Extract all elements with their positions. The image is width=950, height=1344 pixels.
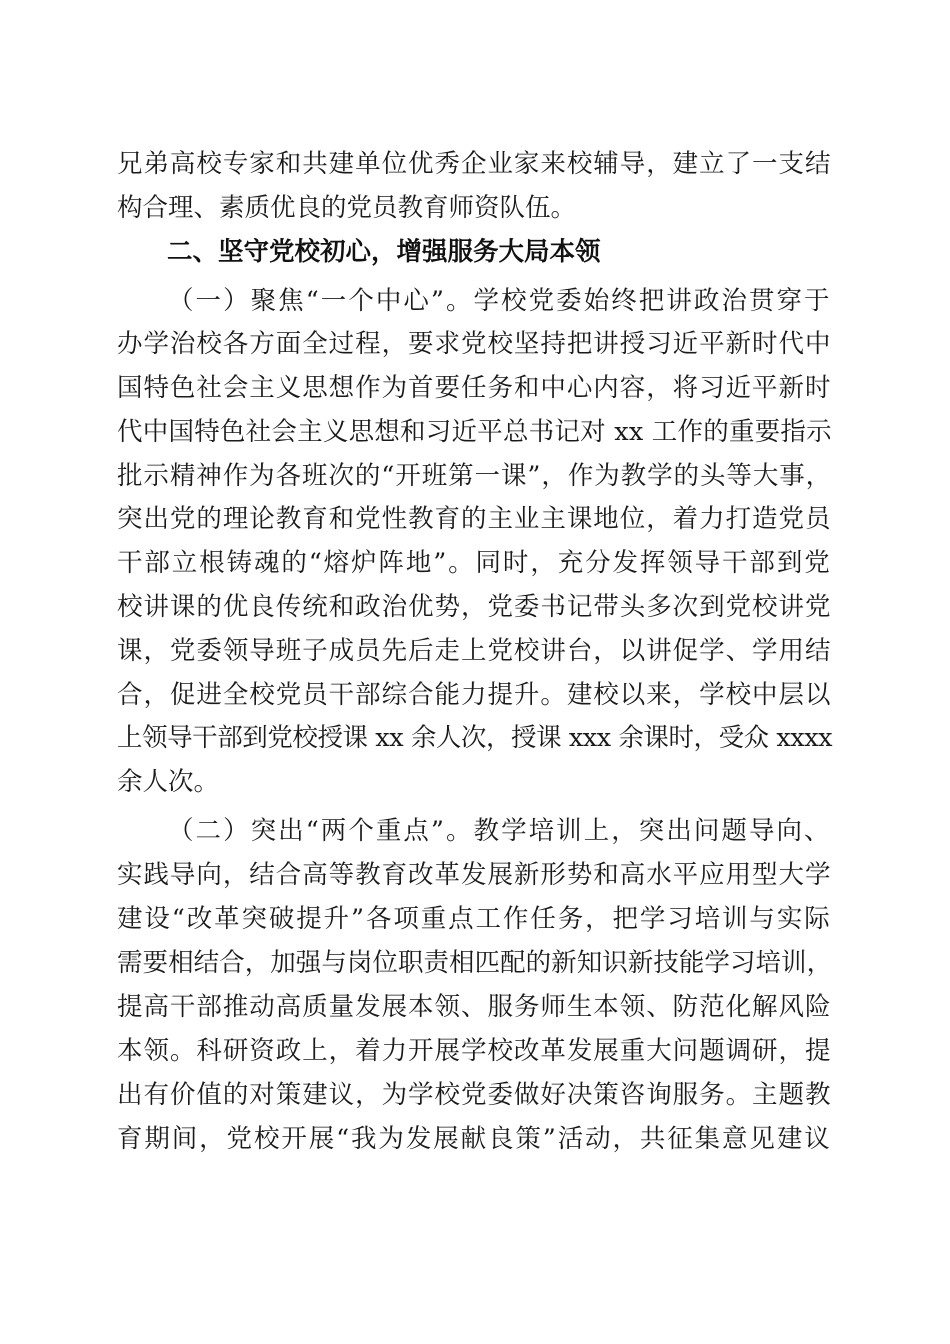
- paragraph2-line-2: 实践导向，结合高等教育改革发展新形势和高水平应用型大学: [117, 860, 832, 890]
- paragraph1-line-5: 批示精神作为各班次的“开班第一课”，作为教学的头等大事，: [117, 461, 833, 491]
- section-heading: 二、坚守党校初心，增强服务大局本领: [167, 237, 601, 267]
- paragraph2-line-3: 建设“改革突破提升”各项重点工作任务，把学习培训与实际: [117, 904, 832, 934]
- paragraph2-line-7: 出有价值的对策建议，为学校党委做好决策咨询服务。主题教: [117, 1080, 832, 1110]
- paragraph1-line-6: 突出党的理论教育和党性教育的主业主课地位，着力打造党员: [117, 504, 832, 534]
- paragraph1-line-7: 干部立根铸魂的“熔炉阵地”。同时，充分发挥领导干部到党: [117, 548, 832, 578]
- paragraph1-line-1: （一）聚焦“一个中心”。学校党委始终把讲政治贯穿于: [168, 286, 832, 316]
- paragraph1-line-4: 代中国特色社会主义思想和习近平总书记对 xx 工作的重要指示: [117, 417, 832, 447]
- paragraph1-line-9: 课，党委领导班子成员先后走上党校讲台，以讲促学、学用结: [117, 636, 832, 666]
- paragraph2-line-8: 育期间，党校开展“我为发展献良策”活动，共征集意见建议: [117, 1124, 832, 1154]
- paragraph1-line-11: 上领导干部到党校授课 xx 余人次，授课 xxx 余课时，受众 xxxx: [117, 723, 833, 753]
- paragraph1-line-2: 办学治校各方面全过程，要求党校坚持把讲授习近平新时代中: [117, 329, 832, 359]
- intro-line-2: 构合理、素质优良的党员教育师资队伍。: [117, 193, 577, 223]
- paragraph2-line-5: 提高干部推动高质量发展本领、服务师生本领、防范化解风险: [117, 992, 832, 1022]
- paragraph2-line-4: 需要相结合，加强与岗位职责相匹配的新知识新技能学习培训，: [117, 948, 833, 978]
- paragraph2-line-1: （二）突出“两个重点”。教学培训上，突出问题导向、: [168, 816, 832, 846]
- paragraph1-line-3: 国特色社会主义思想作为首要任务和中心内容，将习近平新时: [117, 373, 832, 403]
- paragraph2-line-6: 本领。科研资政上，着力开展学校改革发展重大问题调研，提: [117, 1036, 832, 1066]
- intro-line-1: 兄弟高校专家和共建单位优秀企业家来校辅导，建立了一支结: [117, 149, 832, 179]
- paragraph1-line-8: 校讲课的优良传统和政治优势，党委书记带头多次到党校讲党: [117, 592, 832, 622]
- paragraph1-line-10: 合，促进全校党员干部综合能力提升。建校以来，学校中层以: [117, 680, 832, 710]
- paragraph1-line-12: 余人次。: [117, 767, 220, 797]
